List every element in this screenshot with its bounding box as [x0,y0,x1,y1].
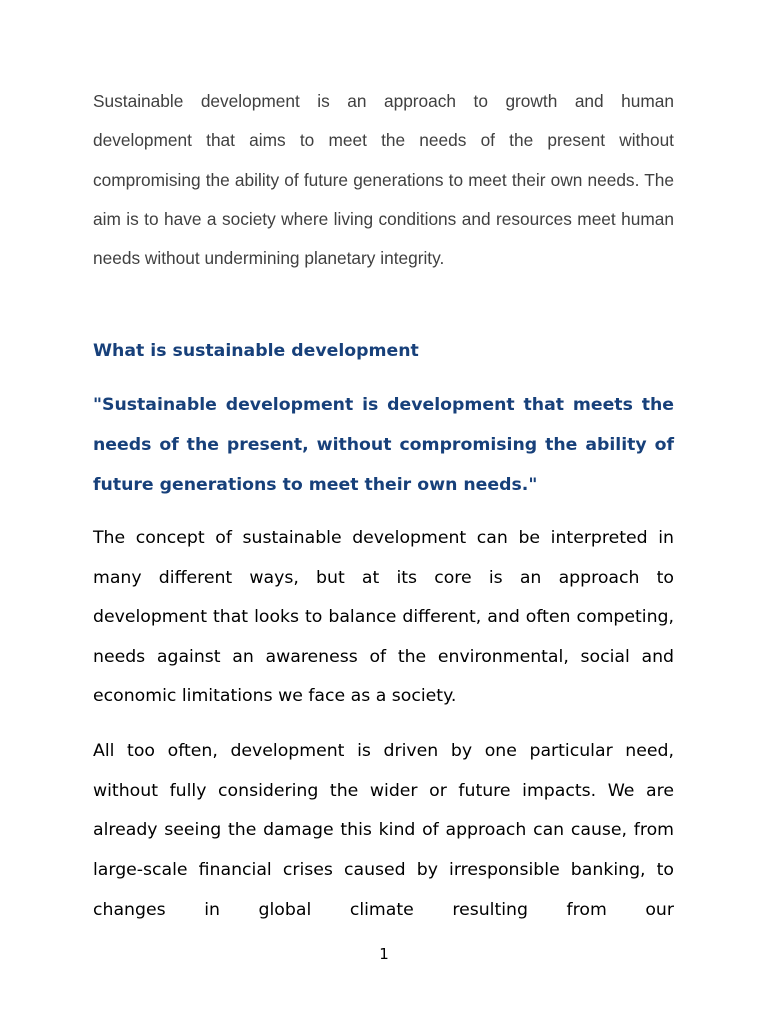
body-paragraph-2: All too often, development is driven by one particular need, without fully considering the wider or future impacts. We are already seeing the damage this kind of approach can cause, from large-scale financial crises caused by irresponsible banking, to changes in global climate resulting from our [93,741,674,920]
page-number: 1 [379,945,389,963]
definition-quote: "Sustainable development is development that meets the needs of the present, without compromising the ability of future generations to meet their own needs." [93,395,674,495]
body-paragraph-1: The concept of sustainable development can be interpreted in many different ways, but at its core is an approach to development that looks to balance different, and often competing, needs against an awareness of the environmental, social and economic limitations we face as a society. [93,528,674,706]
section-heading: What is sustainable development [93,341,419,361]
intro-paragraph: Sustainable development is an approach to growth and human development that aims to meet the needs of the present without compromising the ability of future generations to meet their own needs. The aim is to have a society where living conditions and resources meet human needs without undermining planetary integrity. [93,91,674,269]
